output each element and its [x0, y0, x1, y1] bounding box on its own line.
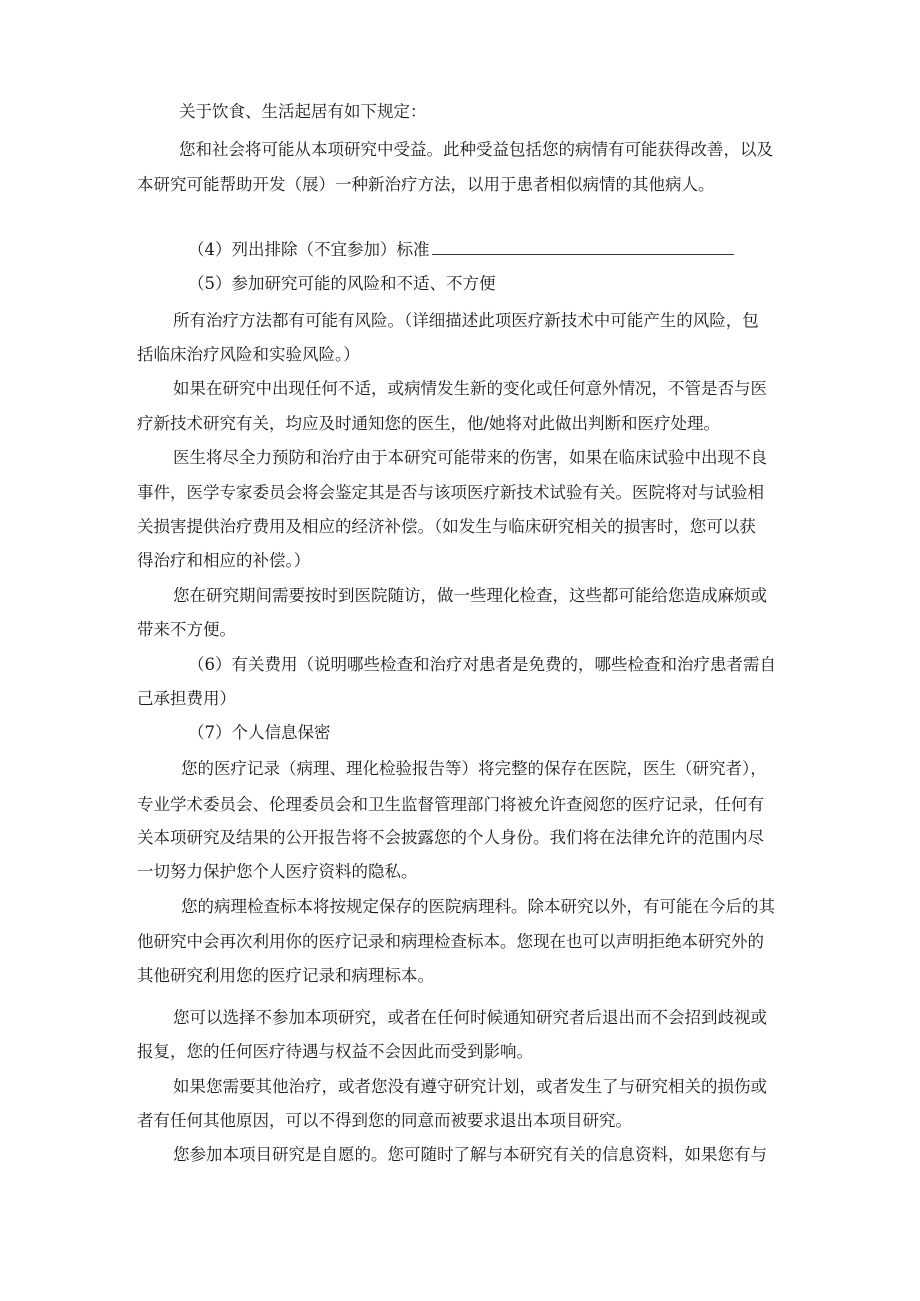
visit-para-line-1: 您在研究期间需要按时到医院随访，做一些理化检查，这些都可能给您造成麻烦或: [173, 586, 767, 605]
records-para-line-3: 关本项研究及结果的公开报告将不会披露您的个人身份。我们将在法律允许的范围内尽: [137, 828, 764, 847]
privacy-heading: （7）个人信息保密: [188, 723, 331, 742]
specimen-para-line-1: 您的病理检查标本将按规定保存的医院病理科。除本研究以外，有可能在今后的其: [181, 897, 775, 916]
injury-para-line-4: 得治疗和相应的补偿。）: [137, 551, 311, 570]
removal-para-line-2: 者有任何其他原因，可以不得到您的同意而被要求退出本项目研究。: [137, 1111, 632, 1130]
withdraw-para-line-2: 报复，您的任何医疗待遇与权益不会因此而受到影响。: [137, 1042, 533, 1061]
withdraw-para-line-1: 您可以选择不参加本项研究，或者在任何时候通知研究者后退出而不会招到歧视或: [173, 1008, 767, 1027]
diet-rules-line: 关于饮食、生活起居有如下规定：: [179, 102, 427, 121]
injury-para-line-2: 事件，医学专家委员会将会鉴定其是否与该项医疗新技术试验有关。医院将对与试验相: [137, 483, 764, 502]
risk-para-line-2: 括临床治疗风险和实验风险。）: [137, 345, 360, 364]
visit-para-line-2: 带来不方便。: [137, 620, 236, 639]
voluntary-para-line-1: 您参加本项目研究是自愿的。您可随时了解与本研究有关的信息资料，如果您有与: [173, 1145, 767, 1164]
injury-para-line-3: 关损害提供治疗费用及相应的经济补偿。（如发生与临床研究相关的损害时，您可以获: [137, 517, 756, 536]
benefit-line-2: 本研究可能帮助开发（展）一种新治疗方法，以用于患者相似病情的其他病人。: [137, 175, 715, 194]
discomfort-para-line-2: 疗新技术研究有关，均应及时通知您的医生，他/她将对此做出判断和医疗处理。: [137, 414, 721, 433]
cost-heading-line-2: 己承担费用）: [137, 689, 236, 708]
records-para-line-4: 一切努力保护您个人医疗资料的隐私。: [137, 862, 418, 881]
records-para-line-2: 专业学术委员会、伦理委员会和卫生监督管理部门将被允许查阅您的医疗记录，任何有: [137, 795, 764, 814]
risk-heading: （5）参加研究可能的风险和不适、不方便: [188, 274, 496, 293]
injury-para-line-1: 医生将尽全力预防和治疗由于本研究可能带来的伤害，如果在临床试验中出现不良: [173, 448, 767, 467]
specimen-para-line-2: 他研究中会再次利用你的医疗记录和病理检查标本。您现在也可以声明拒绝本研究外的: [137, 932, 764, 951]
risk-para-line-1: 所有治疗方法都有可能有风险。（详细描述此项医疗新技术中可能产生的风险，包: [173, 311, 759, 330]
specimen-para-line-3: 其他研究利用您的医疗记录和病理标本。: [137, 966, 434, 985]
benefit-line-1: 您和社会将可能从本项研究中受益。此种受益包括您的病情有可能获得改善，以及: [179, 140, 773, 159]
records-para-line-1: 您的医疗记录（病理、理化检验报告等）将完整的保存在医院，医生（研究者），: [181, 759, 767, 778]
exclusion-blank-field: [432, 240, 734, 255]
removal-para-line-1: 如果您需要其他治疗，或者您没有遵守研究计划，或者发生了与研究相关的损伤或: [173, 1077, 767, 1096]
cost-heading-line-1: （6）有关费用（说明哪些检查和治疗对患者是免费的，哪些检查和治疗患者需自: [188, 655, 776, 674]
discomfort-para-line-1: 如果在研究中出现任何不适，或病情发生新的变化或任何意外情况，不管是否与医: [173, 379, 767, 398]
exclusion-criteria-line: [188, 239, 734, 261]
exclusion-heading: （4）列出排除（不宜参加）标准: [188, 240, 430, 259]
